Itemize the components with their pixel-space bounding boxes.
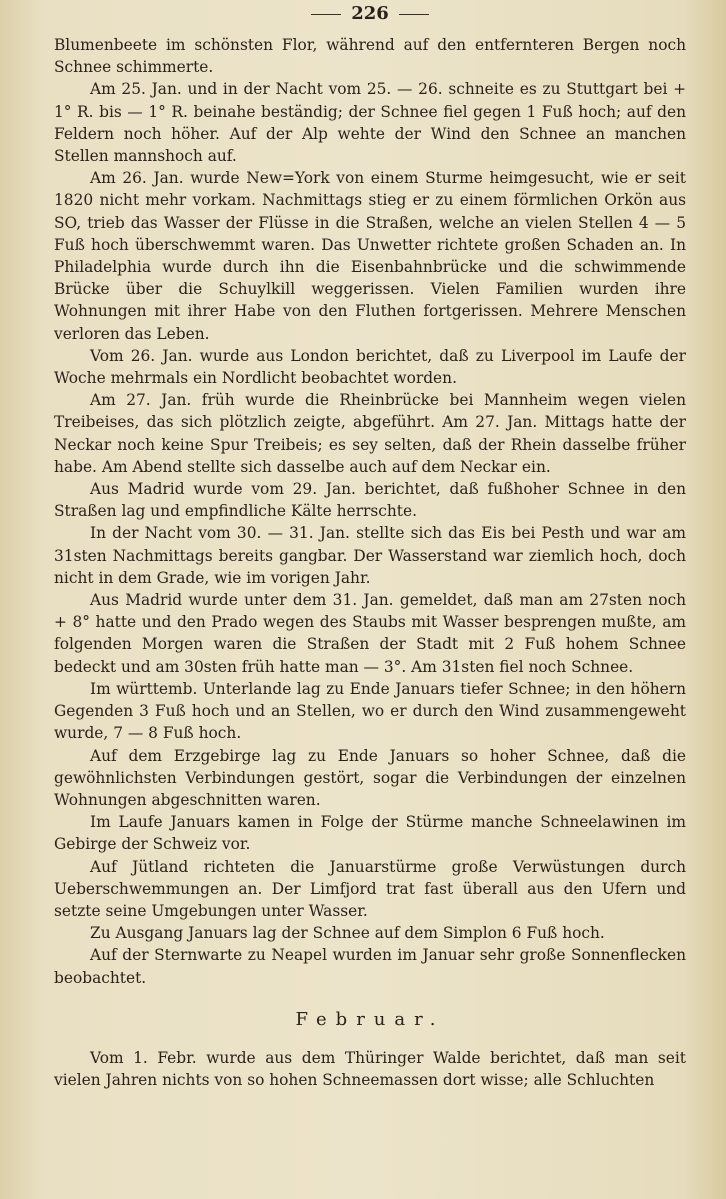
- paragraph: Auf der Sternwarte zu Neapel wurden im Januar sehr große Sonnenflecken beobachtet.: [54, 946, 686, 987]
- header-dash-right: [399, 14, 429, 15]
- page-number: 226: [351, 3, 389, 24]
- paragraph: Zu Ausgang Januars lag der Schnee auf dem Simplon 6 Fuß hoch.: [90, 924, 605, 943]
- paragraph: Blumenbeete im schönsten Flor, während auf den entfernteren Bergen noch Schnee schimmerte.: [54, 36, 686, 77]
- paragraph: Im Laufe Januars kamen in Folge der Stürme manche Schneelawinen im Gebirge der Schweiz vor.: [54, 813, 686, 854]
- paragraph: Vom 1. Febr. wurde aus dem Thüringer Walde berichtet, daß man seit vielen Jahren nichts von so hohen Schneemassen dort wisse; alle Schluchten: [54, 1048, 686, 1089]
- paragraph: In der Nacht vom 30. — 31. Jan. stellte sich das Eis bei Pesth und war am 31sten Nachmittags bereits gangbar. Der Wasserstand war ziemlich hoch, doch nicht in dem Grade, wie im vorigen Jahr.: [54, 524, 686, 587]
- header-dash-left: [311, 14, 341, 15]
- paragraph: Aus Madrid wurde unter dem 31. Jan. gemeldet, daß man am 27sten noch + 8° hatte und den Prado wegen des Staubs mit Wasser besprengen mußte, am folgenden Morgen waren die Straßen der Stadt mit 2 Fuß hohem Schnee bedeckt und am 30sten früh hatte man — 3°. Am 31sten fiel noch Schnee.: [54, 591, 686, 676]
- paragraph: Am 27. Jan. früh wurde die Rheinbrücke bei Mannheim wegen vielen Treibeises, das sich plötzlich zeigte, abgeführt. Am 27. Jan. Mittags hatte der Neckar noch keine Spur Treibeis; es sey selten, daß der Rhein dasselbe früher habe. Am Abend stellte sich dasselbe auch auf dem Neckar ein.: [54, 391, 686, 476]
- paragraph: Vom 26. Jan. wurde aus London berichtet, daß zu Liverpool im Laufe der Woche mehrmals ein Nordlicht beobachtet worden.: [54, 346, 686, 388]
- paragraph: Am 26. Jan. wurde New=York von einem Sturme heimgesucht, wie er seit 1820 nicht mehr vorkam. Nachmittags stieg er zu einem förmlichen Orkön aus SO, trieb das Wasser der Flüsse in die Straßen, welche an vielen Stellen 4 — 5 Fuß hoch überschwemmt waren. Das Unwetter richtete großen Schaden an. In Philadelphia wurde durch ihn die Eisenbahnbrücke und die schwimmende Brücke über die Schuylkill weggerissen. Vielen Familien wurden ihre Wohnungen mit ihrer Habe von den Fluthen fortgerissen. Mehrere Menschen verloren das Leben.: [54, 169, 686, 343]
- paragraph: Am 25. Jan. und in der Nacht vom 25. — 26. schneite es zu Stuttgart bei + 1° R. bis — 1° R. beinahe beständig; der Schnee fiel gegen 1 Fuß hoch; auf den Feldern noch höher. Auf der Alp wehte der Wind den Schnee an manchen Stellen mannshoch auf.: [54, 80, 686, 166]
- paragraph: Aus Madrid wurde vom 29. Jan. berichtet, daß fußhoher Schnee in den Straßen lag und empfindliche Kälte herrschte.: [54, 480, 686, 521]
- section-title: Februar.: [295, 1008, 445, 1030]
- paragraph: Auf dem Erzgebirge lag zu Ende Januars so hoher Schnee, daß die gewöhnlichsten Verbindungen gestört, sogar die Verbindungen der einzelnen Wohnungen abgeschnitten waren.: [54, 746, 686, 809]
- paragraph: Auf Jütland richteten die Januarstürme große Verwüstungen durch Ueberschwemmungen an. Der Limfjord trat fast überall aus den Ufern und setzte seine Umgebungen unter Wasser.: [54, 857, 686, 920]
- page-header: [54, 0, 686, 34]
- paragraph: Im württemb. Unterlande lag zu Ende Januars tiefer Schnee; in den höhern Gegenden 3 Fuß hoch und an Stellen, wo er durch den Wind zusammengeweht wurde, 7 — 8 Fuß hoch.: [54, 679, 686, 743]
